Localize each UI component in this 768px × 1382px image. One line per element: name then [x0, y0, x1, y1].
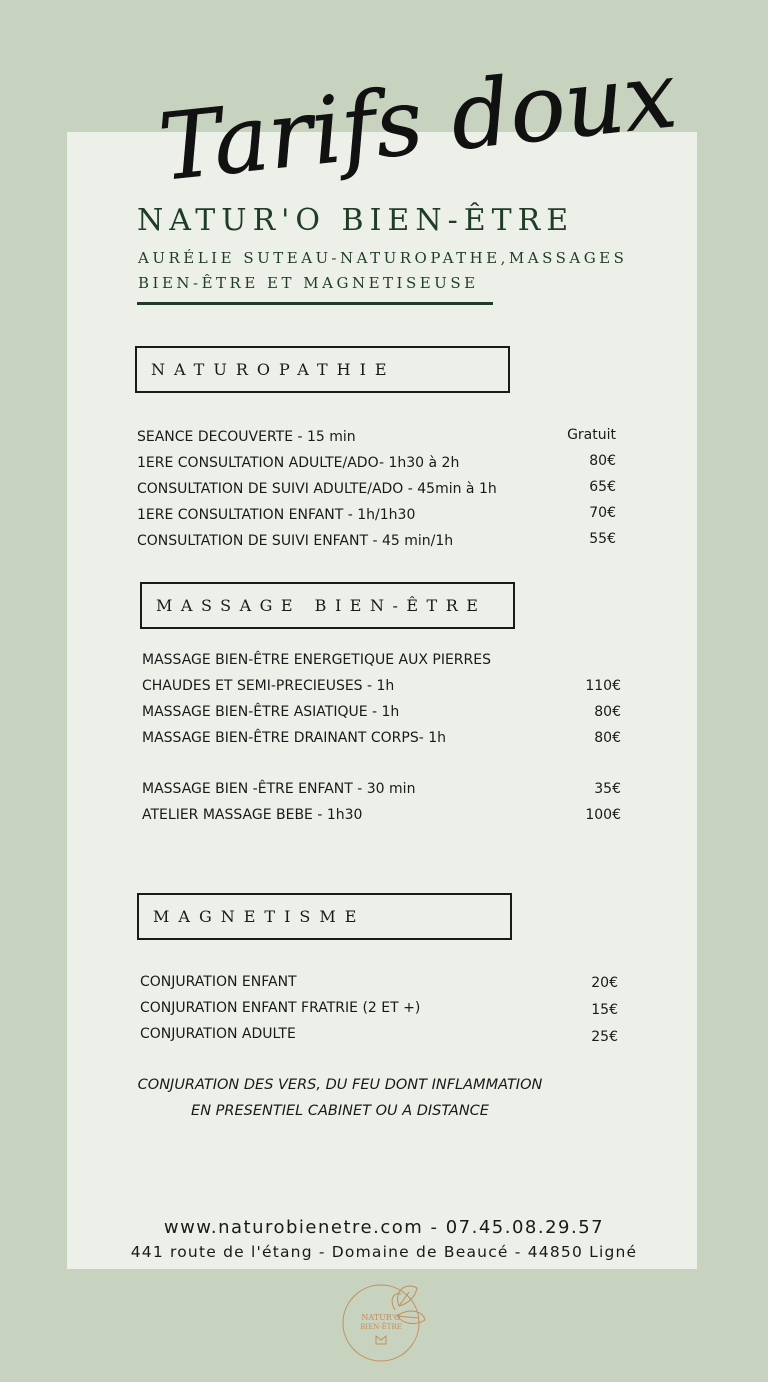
price-item-value: Gratuit	[567, 427, 616, 443]
price-item-label: ATELIER MASSAGE BEBE - 1h30	[142, 807, 363, 823]
brand-subtitle-line: BIEN-ÊTRE ET MAGNETISEUSE	[138, 274, 479, 292]
page-title	[150, 20, 681, 220]
price-item-value: 80€	[594, 730, 621, 746]
section-heading-massage: MASSAGE BIEN-ÊTRE	[140, 582, 515, 629]
price-item-value: 100€	[585, 807, 621, 823]
price-item-value: 35€	[594, 781, 621, 797]
svg-text:NATUR'O: NATUR'O	[361, 1313, 401, 1322]
price-item-label: CONSULTATION DE SUIVI ADULTE/ADO - 45min à 1h	[137, 481, 497, 497]
brand-name: NATUR'O BIEN-ÊTRE	[137, 203, 575, 238]
brand-divider	[137, 302, 493, 305]
magnetisme-note	[25, 1072, 655, 1124]
svg-text:BIEN-ÊTRE: BIEN-ÊTRE	[360, 1323, 402, 1331]
price-item-label: MASSAGE BIEN-ÊTRE DRAINANT CORPS- 1h	[142, 730, 446, 746]
price-item-label: MASSAGE BIEN -ÊTRE ENFANT - 30 min	[142, 781, 416, 797]
price-item-value: 55€	[589, 531, 616, 547]
price-item-value: 80€	[589, 453, 616, 469]
brand-logo	[337, 1276, 431, 1370]
price-item-label: SEANCE DECOUVERTE - 15 min	[137, 429, 356, 445]
footer-address: 441 route de l'étang - Domaine de Beaucé - 44850 Ligné	[130, 1243, 638, 1261]
brand-subtitle	[138, 246, 678, 296]
price-item-value: 110€	[585, 678, 621, 694]
price-item-label: CONJURATION ENFANT FRATRIE (2 ET +)	[140, 1000, 421, 1016]
note-line: CONJURATION DES VERS, DU FEU DONT INFLAMMATION	[137, 1077, 543, 1093]
section-heading-magnetisme: MAGNETISME	[137, 893, 512, 940]
footer-contact: www.naturobienetre.com - 07.45.08.29.57	[163, 1217, 605, 1238]
section-heading-naturopathie: NATUROPATHIE	[135, 346, 510, 393]
price-item-value: 20€	[591, 975, 618, 991]
price-item-label: 1ERE CONSULTATION ADULTE/ADO- 1h30 à 2h	[137, 455, 460, 471]
price-item-label: MASSAGE BIEN-ÊTRE ENERGETIQUE AUX PIERRES	[142, 652, 491, 668]
price-item-label: CHAUDES ET SEMI-PRECIEUSES - 1h	[142, 678, 395, 694]
price-item-value: 80€	[594, 704, 621, 720]
price-item-label: CONJURATION ADULTE	[140, 1026, 296, 1042]
price-item-label: CONJURATION ENFANT	[140, 974, 297, 990]
price-item-value: 25€	[591, 1029, 618, 1045]
price-item-value: 65€	[589, 479, 616, 495]
price-item-label: 1ERE CONSULTATION ENFANT - 1h/1h30	[137, 507, 416, 523]
price-item-label: CONSULTATION DE SUIVI ENFANT - 45 min/1h	[137, 533, 454, 549]
price-item-label: MASSAGE BIEN-ÊTRE ASIATIQUE - 1h	[142, 704, 400, 720]
svg-text:Tarifs doux: Tarifs doux	[154, 41, 681, 202]
price-item-value: 70€	[589, 505, 616, 521]
note-line: EN PRESENTIEL CABINET OU A DISTANCE	[191, 1103, 489, 1119]
price-item-value: 15€	[591, 1002, 618, 1018]
brand-subtitle-line: AURÉLIE SUTEAU-NATUROPATHE,MASSAGES	[138, 249, 628, 267]
